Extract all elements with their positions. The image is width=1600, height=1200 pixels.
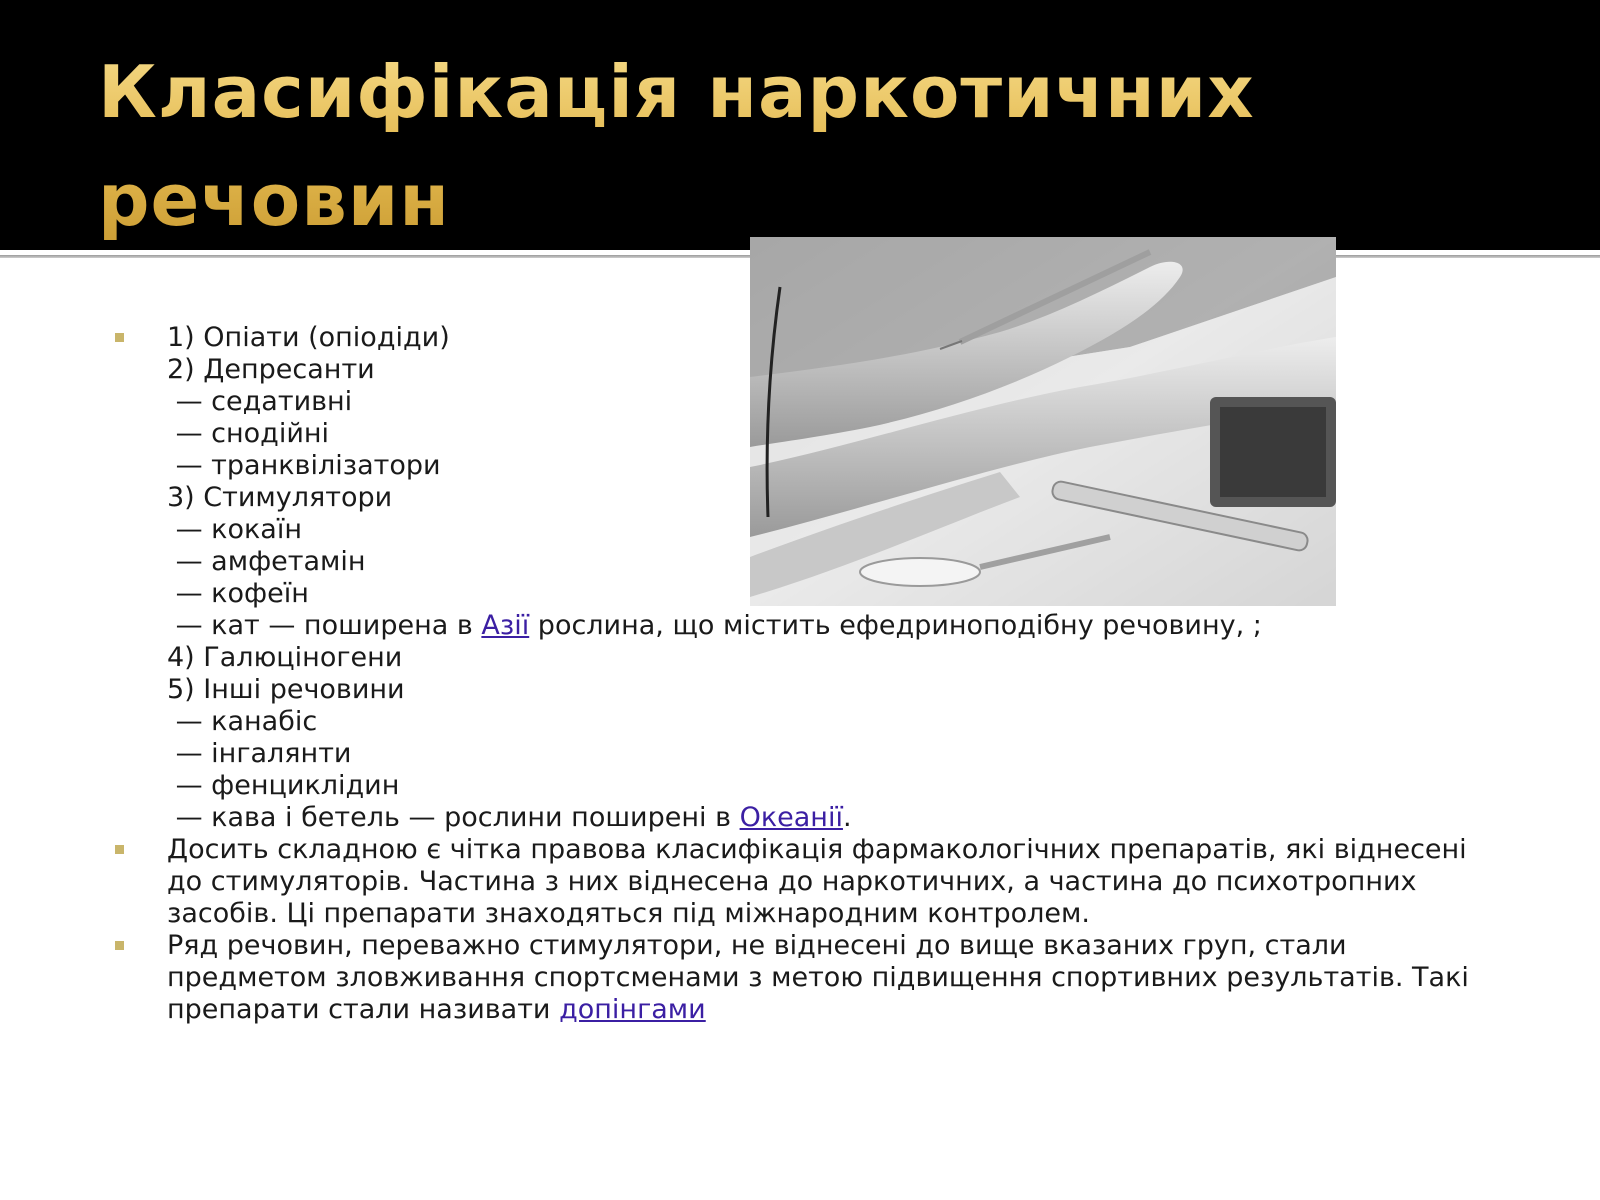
link-oceania[interactable]: Океанії: [739, 802, 843, 833]
link-doping[interactable]: допінгами: [559, 994, 706, 1025]
paragraph-doping: [167, 930, 1480, 1026]
slide-title: Класифікація наркотичних речовин: [98, 38, 1398, 254]
list-line: — канабіс: [167, 706, 318, 737]
bullet-square-icon: [115, 941, 124, 950]
list-line: 2) Депресанти: [167, 354, 375, 385]
bullet-square-icon: [115, 845, 124, 854]
list-line: — кокаїн: [167, 514, 302, 545]
list-line: — снодійні: [167, 418, 330, 449]
list-line-kat: [167, 610, 1480, 642]
list-line: 1) Опіати (опіодіди): [167, 322, 450, 353]
list-line: — транквілізатори: [167, 450, 441, 481]
list-line: 3) Стимулятори: [167, 482, 393, 513]
list-line: — фенциклідин: [167, 770, 400, 801]
list-line-text: .: [842, 802, 852, 833]
list-line-text: — кава і бетель — рослини поширені в: [167, 802, 740, 833]
bullet-square-icon: [115, 333, 124, 342]
bullet-classification-list: [0, 322, 1600, 834]
list-line: — інгалянти: [167, 738, 352, 769]
list-line: 5) Інші речовини: [167, 674, 405, 705]
paragraph-text: Ряд речовин, переважно стимулятори, не віднесені до вище вказаних груп, стали предметом зловживання спортсменами з метою підвищення спортивних результатів. Такі препарати стали називати: [167, 930, 1469, 1025]
slide-body: [0, 322, 1600, 1026]
list-line: — амфетамін: [167, 546, 366, 577]
list-line: — седативні: [167, 386, 353, 417]
list-line: — кофеїн: [167, 578, 309, 609]
list-line: 4) Галюціногени: [167, 642, 403, 673]
list-line-text: — кат — поширена в: [167, 610, 482, 641]
list-line-text: рослина, що містить ефедриноподібну речовину, ;: [529, 610, 1262, 641]
bullet-doping: [0, 930, 1600, 1026]
paragraph-text: Досить складною є чітка правова класифікація фармакологічних препаратів, які віднесені до стимуляторів. Частина з них віднесена до наркотичних, а частина до психотропних засобів. Ці препарати знаходяться під міжнародним контролем.: [167, 834, 1467, 929]
bullet-legal-classification: [0, 834, 1600, 930]
link-asia[interactable]: Азії: [481, 610, 530, 641]
list-line-kava: [167, 802, 1480, 834]
